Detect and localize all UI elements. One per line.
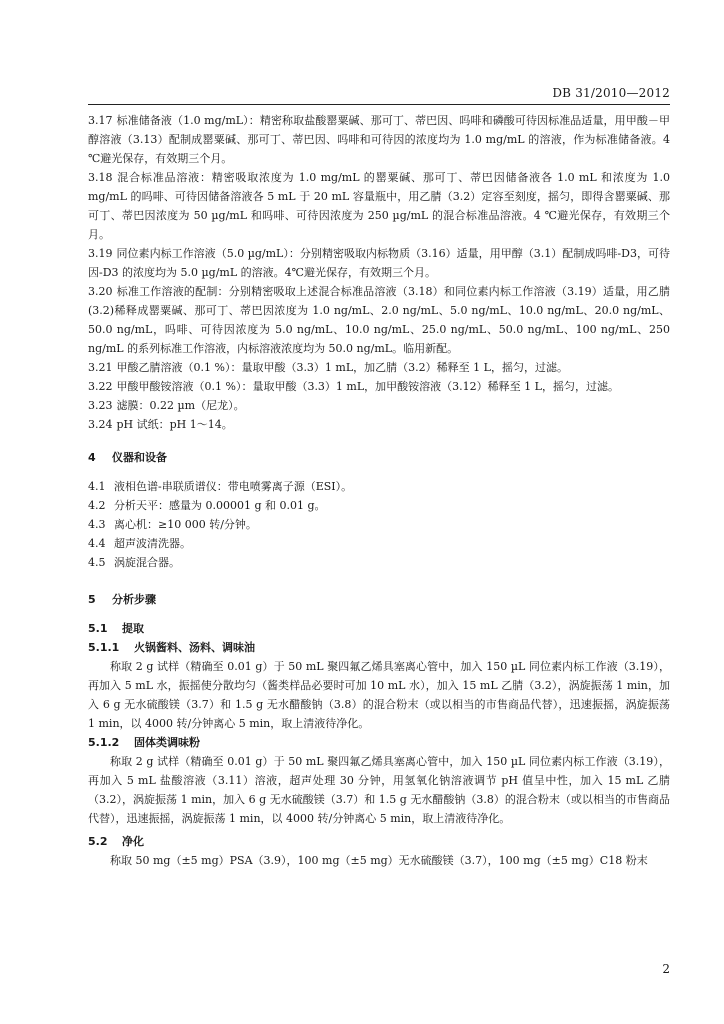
clause-3-17 xyxy=(88,111,670,168)
clause-number: 3.22 xyxy=(88,380,113,393)
clause-number: 3.19 xyxy=(88,247,113,260)
clause-4-2 xyxy=(88,496,670,515)
clause-3-21 xyxy=(88,358,670,377)
clause-text: 标准储备液（1.0 mg/mL）：精密称取盐酸罂粟碱、那可丁、蒂巴因、吗啡和磷酸可待因标准品适量，用甲酸－甲醇溶液（3.13）配制成罂粟碱、那可丁、蒂巴因、吗啡和可待因的浓度均为 1.0 mg/mL 的溶液，作为标准储备液。4 ℃避光保存，有效期三个月。 xyxy=(88,114,670,165)
clause-text: 超声波清洗器。 xyxy=(114,537,191,550)
clause-text: 液相色谱-串联质谱仪：带电喷雾离子源（ESI）。 xyxy=(114,480,353,493)
section-4-heading xyxy=(88,448,670,467)
section-number: 5 xyxy=(88,593,96,606)
clause-4-3 xyxy=(88,515,670,534)
clause-4-5 xyxy=(88,553,670,572)
subsection-5-1-heading xyxy=(88,619,670,638)
standard-number: DB 31/2010—2012 xyxy=(552,86,670,100)
clause-text: 甲酸乙腈溶液（0.1 %）：量取甲酸（3.3）1 mL，加乙腈（3.2）稀释至 1 L，摇匀，过滤。 xyxy=(116,361,568,374)
clause-number: 3.17 xyxy=(88,114,113,127)
clause-text: 同位素内标工作溶液（5.0 µg/mL）：分别精密吸取内标物质（3.16）适量，用甲醇（3.1）配制成吗啡-D3，可待因-D3 的浓度均为 5.0 µg/mL 的溶液。4℃避光保存，有效期三个月。 xyxy=(88,247,670,279)
clause-text: 分析天平：感量为 0.00001 g 和 0.01 g。 xyxy=(114,499,326,512)
clause-text: 滤膜：0.22 µm（尼龙）。 xyxy=(116,399,245,412)
paragraph-5-1-1: 称取 2 g 试样（精确至 0.01 g）于 50 mL 聚四氟乙烯具塞离心管中，加入 150 µL 同位素内标工作液（3.19），再加入 5 mL 水，振摇使分散均匀（酱类样品必要时可加 10 mL 水），加入 15 mL 乙腈（3.2），涡旋振荡 1 min，加入 6 g 无水硫酸镁（3.7）和 1.5 g 无水醋酸钠（3.8）的混合粉末（或以相当的市售商品代替），迅速振摇，涡旋振荡 1 min，以 4000 转/分钟离心 5 min，取上清液待净化。 xyxy=(88,660,670,730)
section-number: 5.1.1 xyxy=(88,641,120,654)
clause-number: 4.4 xyxy=(88,537,106,550)
paragraph-5-1-2: 称取 2 g 试样（精确至 0.01 g）于 50 mL 聚四氟乙烯具塞离心管中，加入 150 µL 同位素内标工作液（3.19），再加入 5 mL 盐酸溶液（3.11）溶液，超声处理 30 分钟，用氢氧化钠溶液调节 pH 值呈中性，加入 15 mL 乙腈（3.2），涡旋振荡 1 min，加入 6 g 无水硫酸镁（3.7）和 1.5 g 无水醋酸钠（3.8）的混合粉末（或以相当的市售商品代替），迅速振摇，涡旋振荡 1 min，以 4000 转/分钟离心 5 min，取上清液待净化。 xyxy=(88,755,670,825)
clause-3-20 xyxy=(88,282,670,358)
section-title: 提取 xyxy=(122,622,144,635)
section-title: 仪器和设备 xyxy=(112,451,167,464)
page-number: 2 xyxy=(662,962,670,976)
clause-number: 3.20 xyxy=(88,285,113,298)
section-number: 5.2 xyxy=(88,835,108,848)
clause-number: 3.24 xyxy=(88,418,113,431)
clause-number: 3.18 xyxy=(88,171,113,184)
clause-number: 3.23 xyxy=(88,399,113,412)
clause-number: 4.1 xyxy=(88,480,106,493)
clause-text: pH 试纸：pH 1～14。 xyxy=(116,418,233,431)
section-title: 火锅酱料、汤料、调味油 xyxy=(134,641,255,654)
clause-number: 4.5 xyxy=(88,556,106,569)
clause-number: 4.2 xyxy=(88,499,106,512)
clause-3-23 xyxy=(88,396,670,415)
clause-4-4 xyxy=(88,534,670,553)
section-title: 固体类调味粉 xyxy=(134,736,200,749)
clause-3-24 xyxy=(88,415,670,434)
section-5-heading xyxy=(88,590,670,609)
paragraph-5-2: 称取 50 mg（±5 mg）PSA（3.9），100 mg（±5 mg）无水硫酸镁（3.7），100 mg（±5 mg）C18 粉末 xyxy=(110,854,648,867)
subsection-5-2-heading xyxy=(88,832,670,851)
section-title: 分析步骤 xyxy=(112,593,156,606)
clause-text: 标准工作溶液的配制：分别精密吸取上述混合标准品溶液（3.18）和同位素内标工作溶液（3.19）适量，用乙腈(3.2)稀释成罂粟碱、那可丁、蒂巴因浓度为 1.0 ng/mL、2.0 ng/mL、5.0 ng/mL、10.0 ng/mL、20.0 ng/mL、50.0 ng/mL，吗啡、可待因浓度为 5.0 ng/mL、10.0 ng/mL、25.0 ng/mL、50.0 ng/mL、100 ng/mL、250 ng/mL 的系列标准工作溶液，内标溶液浓度均为 50.0 ng/mL。临用新配。 xyxy=(88,285,670,355)
clause-text: 涡旋混合器。 xyxy=(114,556,180,569)
clause-number: 4.3 xyxy=(88,518,106,531)
section-title: 净化 xyxy=(122,835,144,848)
clause-3-18 xyxy=(88,168,670,244)
document-body xyxy=(88,111,670,870)
clause-number: 3.21 xyxy=(88,361,113,374)
clause-text: 离心机：≥10 000 转/分钟。 xyxy=(114,518,257,531)
clause-3-19 xyxy=(88,244,670,282)
section-number: 5.1.2 xyxy=(88,736,120,749)
section-number: 5.1 xyxy=(88,622,108,635)
subsection-5-1-2-heading xyxy=(88,733,670,752)
header-rule xyxy=(88,104,670,105)
section-number: 4 xyxy=(88,451,96,464)
clause-4-1 xyxy=(88,477,670,496)
subsection-5-1-1-heading xyxy=(88,638,670,657)
clause-3-22 xyxy=(88,377,670,396)
clause-text: 混合标准品溶液：精密吸取浓度为 1.0 mg/mL 的罂粟碱、那可丁、蒂巴因储备液各 1.0 mL 和浓度为 1.0 mg/mL 的吗啡、可待因储备溶液各 5 mL 于 20 mL 容量瓶中，用乙腈（3.2）定容至刻度，摇匀，即得含罂粟碱、那可丁、蒂巴因浓度为 50 µg/mL 和吗啡、可待因浓度为 250 µg/mL 的混合标准品溶液。4 ℃避光保存，有效期三个月。 xyxy=(88,171,670,241)
clause-text: 甲酸甲酸铵溶液（0.1 %）：量取甲酸（3.3）1 mL，加甲酸铵溶液（3.12）稀释至 1 L，摇匀，过滤。 xyxy=(116,380,619,393)
